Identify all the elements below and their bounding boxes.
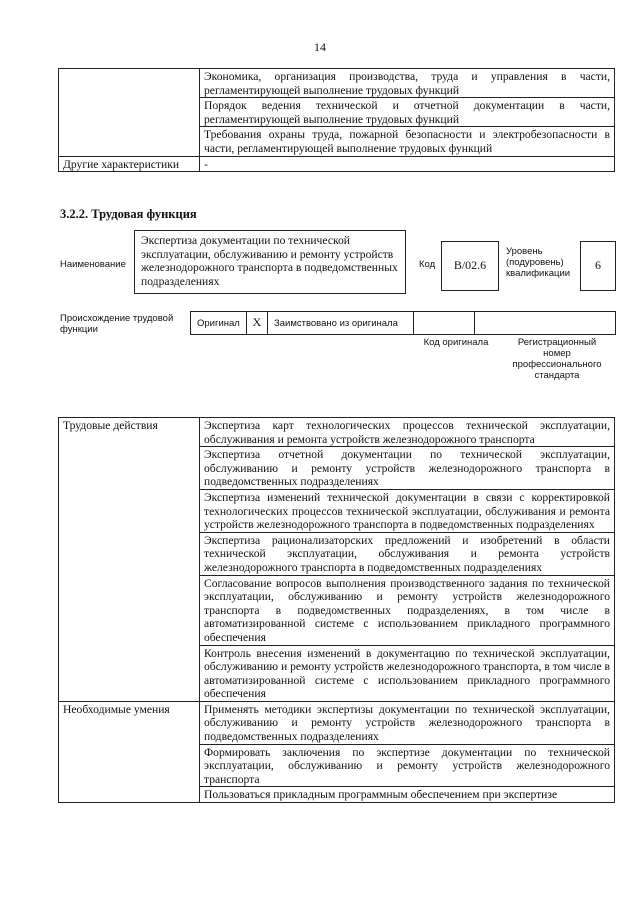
labor-function-table — [58, 417, 615, 803]
borrowed-label: Заимствовано из оригинала — [274, 318, 398, 329]
row-label: Другие характеристики — [59, 156, 200, 172]
level-box: 6 — [580, 241, 616, 291]
table-cell: Экспертиза изменений технической документации в связи с корректировкой технологических процессов технической эксплуатации, обслуживания и ремонта устройств железнодорожного транспорта в подведомственных подразделениях — [200, 489, 615, 532]
table-row — [59, 418, 615, 447]
original-code-caption: Код оригинала — [423, 337, 489, 348]
table-cell: Согласование вопросов выполнения производственного задания по технической эксплуатации, обслуживанию и ремонту устройств железнодорожного транспорта в подведомственных подразделениях, в том числе в автоматизированной системе с использованием прикладного программного обеспечения — [200, 575, 615, 645]
table-cell: Экспертиза карт технологических процессов технической эксплуатации, обслуживания и ремонта устройств железнодорожного транспорта — [200, 418, 615, 447]
table-cell: Пользоваться прикладным программным обеспечением при экспертизе — [200, 787, 615, 803]
knowledge-table-continued — [58, 68, 615, 172]
origin-divider — [413, 311, 414, 335]
table-cell: Контроль внесения изменений в документацию по технической эксплуатации, обслуживанию и ремонту устройств железнодорожного транспорта, в том числе в автоматизированной системе с использованием прикладного программного обеспечения — [200, 645, 615, 701]
table-cell: Применять методики экспертизы документации по технической эксплуатации, обслуживанию и ремонту устройств железнодорожного транспорта в подведомственных подразделениях — [200, 701, 615, 744]
row-label — [59, 69, 200, 157]
table-row — [59, 156, 615, 172]
code-box: B/02.6 — [441, 241, 499, 291]
original-mark: X — [246, 311, 268, 335]
page-number: 14 — [314, 40, 326, 54]
original-label: Оригинал — [197, 318, 240, 329]
level-label: Уровень (подуровень) квалификации — [506, 246, 571, 279]
table-cell: Формировать заключения по экспертизе документации по технической эксплуатации, обслуживанию и ремонту устройств железнодорожного транспорта — [200, 744, 615, 787]
origin-label: Происхождение трудовой функции — [60, 313, 174, 335]
table-row — [59, 701, 615, 744]
table-cell: Порядок ведения технической и отчетной документации в части, регламентирующей выполнение трудовых функций — [200, 98, 615, 127]
function-name-box: Экспертиза документации по технической эксплуатации, обслуживанию и ремонту устройств железнодорожного транспорта в подведомственных подразделениях — [134, 230, 406, 294]
table-cell: Экспертиза отчетной документации по технической эксплуатации, обслуживанию и ремонту устройств железнодорожного транспорта в подведомственных подразделениях — [200, 447, 615, 490]
group-label: Трудовые действия — [59, 418, 200, 702]
section-heading: 3.2.2. Трудовая функция — [60, 207, 197, 221]
code-label: Код — [419, 259, 436, 270]
table-cell: Экспертиза рационализаторских предложений и изобретений в области технической эксплуатации, обслуживания и ремонта устройств железнодорожного транспорта в подведомственных подразделениях — [200, 532, 615, 575]
group-label: Необходимые умения — [59, 701, 200, 802]
table-cell: Экономика, организация производства, труда и управления в части, регламентирующей выполнение трудовых функций — [200, 69, 615, 98]
table-cell: Требования охраны труда, пожарной безопасности и электробезопасности в части, регламентирующей выполнение трудовых функций — [200, 127, 615, 156]
registration-caption: Регистрационный номер профессионального стандарта — [512, 337, 602, 381]
origin-divider — [474, 311, 475, 335]
table-row — [59, 69, 615, 98]
table-cell: - — [200, 156, 615, 172]
name-label: Наименование — [60, 259, 126, 270]
